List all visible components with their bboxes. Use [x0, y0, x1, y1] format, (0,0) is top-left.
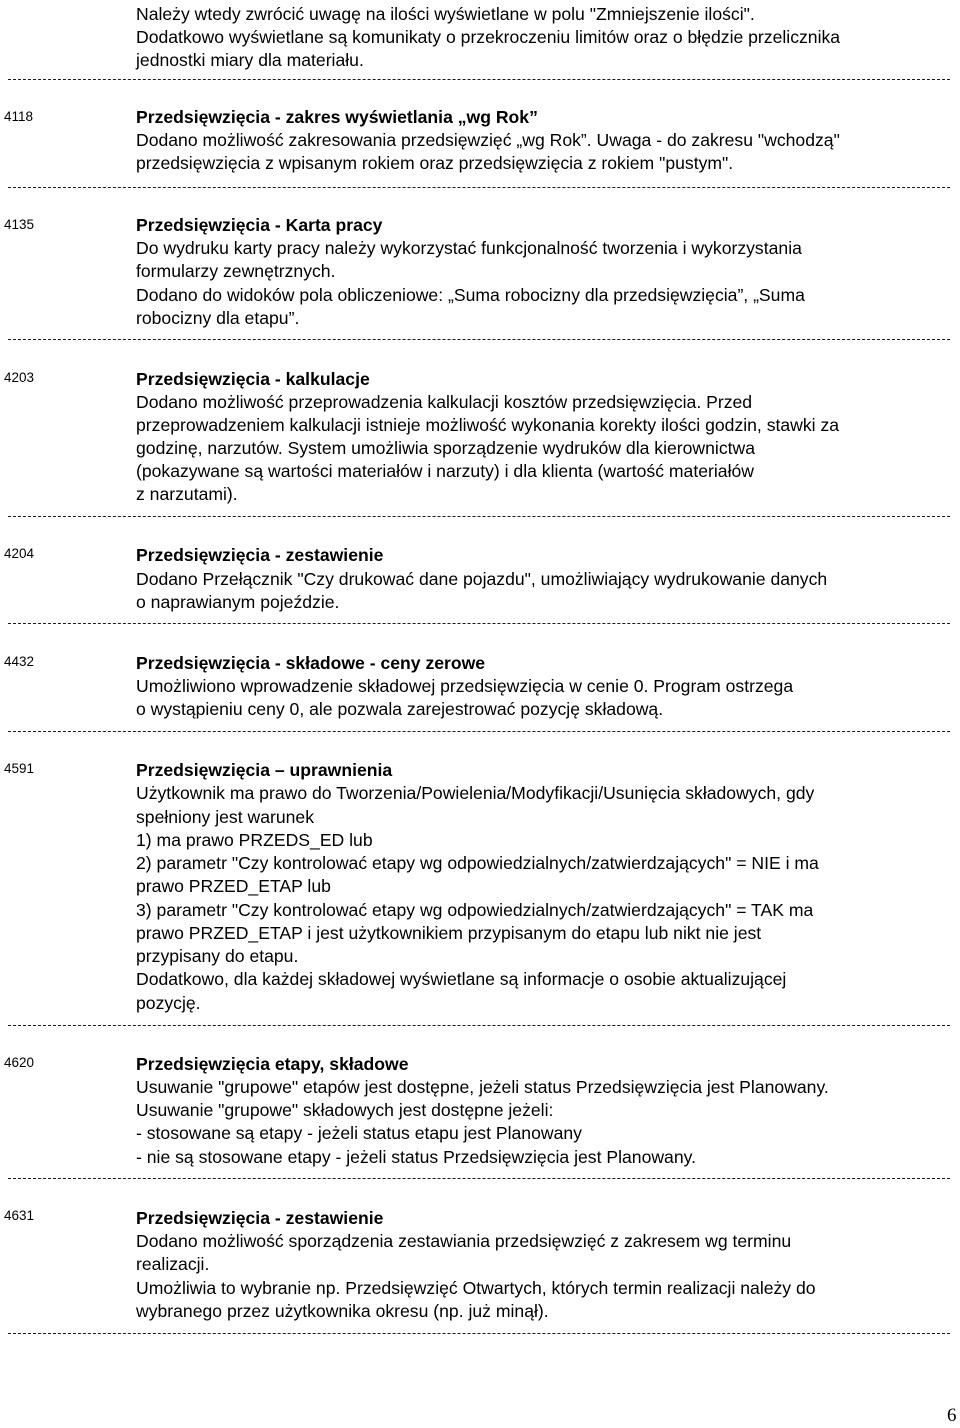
entry-title: Przedsięwzięcia - Karta pracy — [136, 215, 383, 235]
entry-line: - stosowane są etapy - jeżeli status etapu jest Planowany — [136, 1123, 582, 1143]
entry-line: 2) parametr "Czy kontrolować etapy wg odpowiedzialnych/zatwierdzających" = NIE i ma — [136, 853, 819, 873]
intro-line: Należy wtedy zwrócić uwagę na ilości wyświetlane w polu "Zmniejszenie ilości". — [136, 4, 755, 24]
separator — [8, 1333, 950, 1334]
entry-line: robocizny dla etapu”. — [136, 308, 300, 328]
entry-line: wybranego przez użytkownika okresu (np. już minął). — [136, 1301, 549, 1321]
entry-line: Umożliwia to wybranie np. Przedsięwzięć Otwartych, których termin realizacji należy do — [136, 1278, 816, 1298]
entry-line: 3) parametr "Czy kontrolować etapy wg odpowiedzialnych/zatwierdzających" = TAK ma — [136, 900, 814, 920]
entry-line: godzinę, narzutów. System umożliwia sporządzenie wydruków dla kierownictwa — [136, 438, 755, 458]
entry-line: Dodano możliwość zakresowania przedsięwzięć „wg Rok”. Uwaga - do zakresu "wchodzą" — [136, 130, 840, 150]
separator — [8, 339, 950, 340]
separator — [8, 1025, 950, 1026]
entry-line: Dodatkowo, dla każdej składowej wyświetlane są informacje o osobie aktualizującej — [136, 969, 787, 989]
entry-line: Dodano możliwość sporządzenia zestawiania przedsięwzięć z zakresem wg terminu — [136, 1231, 792, 1251]
separator — [8, 187, 950, 188]
entry-line: prawo PRZED_ETAP lub — [136, 876, 331, 896]
entry-line: Użytkownik ma prawo do Tworzenia/Powielenia/Modyfikacji/Usunięcia składowych, gdy — [136, 783, 815, 803]
entry-line: przypisany do etapu. — [136, 946, 299, 966]
entry-number: 4204 — [4, 546, 35, 561]
entry-title: Przedsięwzięcia - kalkulacje — [136, 369, 370, 389]
entry-line: Do wydruku karty pracy należy wykorzystać funkcjonalność tworzenia i wykorzystania — [136, 238, 802, 258]
entry-line: formularzy zewnętrznych. — [136, 261, 336, 281]
entry-number: 4203 — [4, 370, 35, 385]
page-number: 6 — [947, 1405, 957, 1426]
entry-line: o naprawianym pojeździe. — [136, 592, 340, 612]
entry-line: prawo PRZED_ETAP i jest użytkownikiem przypisanym do etapu lub nikt nie jest — [136, 923, 762, 943]
entry-line: (pokazywane są wartości materiałów i narzuty) i dla klienta (wartość materiałów — [136, 461, 754, 481]
entry-line: spełniony jest warunek — [136, 807, 314, 827]
intro-line: Dodatkowo wyświetlane są komunikaty o przekroczeniu limitów oraz o błędzie przelicznika — [136, 27, 841, 47]
intro-line: jednostki miary dla materiału. — [136, 50, 364, 70]
entry-number: 4591 — [4, 761, 35, 776]
entry-title: Przedsięwzięcia - zestawienie — [136, 545, 384, 565]
entry-line: 1) ma prawo PRZEDS_ED lub — [136, 830, 373, 850]
entry-line: pozycję. — [136, 993, 201, 1013]
entry-title: Przedsięwzięcia - składowe - ceny zerowe — [136, 653, 486, 673]
entry-line: Dodano Przełącznik "Czy drukować dane pojazdu", umożliwiający wydrukowanie danych — [136, 569, 828, 589]
entry-title: Przedsięwzięcia – uprawnienia — [136, 760, 393, 780]
entry-number: 4631 — [4, 1208, 35, 1223]
entry-line: - nie są stosowane etapy - jeżeli status Przedsięwzięcia jest Planowany. — [136, 1147, 697, 1167]
separator — [8, 731, 950, 732]
separator — [8, 516, 950, 517]
entry-line: Usuwanie "grupowe" etapów jest dostępne, jeżeli status Przedsięwzięcia jest Planowany. — [136, 1077, 829, 1097]
entry-line: przeprowadzeniem kalkulacji istnieje możliwość wykonania korekty ilości godzin, stawki za — [136, 415, 840, 435]
separator — [8, 79, 950, 80]
entry-number: 4620 — [4, 1055, 35, 1070]
entry-line: Dodano możliwość przeprowadzenia kalkulacji kosztów przedsięwzięcia. Przed — [136, 392, 753, 412]
separator — [8, 623, 950, 624]
entry-title: Przedsięwzięcia - zestawienie — [136, 1208, 384, 1228]
entry-number: 4135 — [4, 217, 35, 232]
entry-line: o wystąpieniu ceny 0, ale pozwala zarejestrować pozycję składową. — [136, 699, 664, 719]
entry-number: 4432 — [4, 654, 35, 669]
separator — [8, 1178, 950, 1179]
entry-line: z narzutami). — [136, 484, 238, 504]
entry-title: Przedsięwzięcia etapy, składowe — [136, 1054, 409, 1074]
entry-number: 4118 — [4, 109, 34, 124]
entry-line: Dodano do widoków pola obliczeniowe: „Suma robocizny dla przedsięwzięcia”, „Suma — [136, 285, 805, 305]
entry-line: Usuwanie "grupowe" składowych jest dostępne jeżeli: — [136, 1100, 554, 1120]
entry-title: Przedsięwzięcia - zakres wyświetlania „wg Rok” — [136, 107, 538, 127]
entry-line: przedsięwzięcia z wpisanym rokiem oraz przedsięwzięcia z rokiem "pustym". — [136, 153, 734, 173]
entry-line: realizacji. — [136, 1254, 210, 1274]
entry-line: Umożliwiono wprowadzenie składowej przedsięwzięcia w cenie 0. Program ostrzega — [136, 676, 794, 696]
